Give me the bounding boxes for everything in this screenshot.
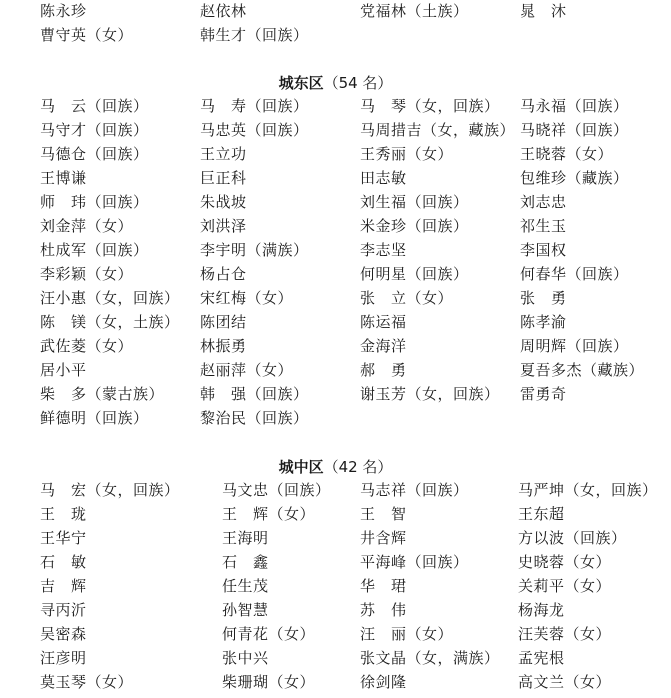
name-row [0, 214, 671, 238]
name-entry: 何青花（女） [222, 625, 316, 643]
name-entry: 王 辉（女） [222, 505, 316, 523]
name-entry: 高文兰（女） [518, 673, 612, 691]
name-entry: 朱战坡 [200, 193, 247, 211]
name-entry: 韩生才（回族） [200, 26, 309, 44]
name-entry: 武佐菱（女） [40, 337, 134, 355]
name-entry: 平海峰（回族） [360, 553, 469, 571]
name-row [0, 118, 671, 142]
name-entry: 方以波（回族） [518, 529, 627, 547]
name-entry: 汪小惠（女，回族） [40, 289, 180, 307]
name-entry: 柴珊瑚（女） [222, 673, 316, 691]
name-entry: 李彩颖（女） [40, 265, 134, 283]
name-entry: 王华宁 [40, 529, 87, 547]
name-entry: 马 琴（女，回族） [360, 97, 500, 115]
name-entry: 马 寿（回族） [200, 97, 309, 115]
name-entry: 赵依林 [200, 2, 247, 20]
name-row [0, 622, 671, 646]
name-entry: 马志祥（回族） [360, 481, 469, 499]
name-entry: 张中兴 [222, 649, 269, 667]
name-row [0, 646, 671, 670]
name-entry: 谢玉芳（女，回族） [360, 385, 500, 403]
name-entry: 孟宪根 [518, 649, 565, 667]
district-heading [0, 72, 671, 94]
name-entry: 杨海龙 [518, 601, 565, 619]
name-entry: 王博谦 [40, 169, 87, 187]
name-entry: 鲜德明（回族） [40, 409, 149, 427]
name-row [0, 166, 671, 190]
name-row [0, 262, 671, 286]
name-entry: 包维珍（藏族） [520, 169, 629, 187]
name-entry: 米金珍（回族） [360, 217, 469, 235]
name-entry: 曹守英（女） [40, 26, 134, 44]
name-entry: 宋红梅（女） [200, 289, 294, 307]
name-entry: 王 珑 [40, 505, 87, 523]
district-name: 城中区 [278, 458, 324, 476]
name-row [0, 0, 671, 23]
name-entry: 巨正科 [200, 169, 247, 187]
name-row [0, 478, 671, 502]
name-entry: 柴 多（蒙古族） [40, 385, 165, 403]
name-entry: 刘志忠 [520, 193, 567, 211]
name-row [0, 598, 671, 622]
name-entry: 刘金萍（女） [40, 217, 134, 235]
name-entry: 雷勇奇 [520, 385, 567, 403]
name-entry: 莫玉琴（女） [40, 673, 134, 691]
name-entry: 何明星（回族） [360, 265, 469, 283]
name-entry: 张文晶（女，满族） [360, 649, 500, 667]
name-entry: 陈运福 [360, 313, 407, 331]
name-row [0, 574, 671, 598]
name-entry: 关莉平（女） [518, 577, 612, 595]
name-entry: 李国权 [520, 241, 567, 259]
name-entry: 石 鑫 [222, 553, 269, 571]
name-entry: 陈团结 [200, 313, 247, 331]
name-row [0, 286, 671, 310]
name-entry: 张 立（女） [360, 289, 454, 307]
name-entry: 马守才（回族） [40, 121, 149, 139]
name-entry: 寻丙沂 [40, 601, 87, 619]
district-heading [0, 456, 671, 478]
name-entry: 汪 丽（女） [360, 625, 454, 643]
name-row [0, 670, 671, 694]
name-entry: 李志坚 [360, 241, 407, 259]
name-entry: 马 宏（女，回族） [40, 481, 180, 499]
name-row [0, 334, 671, 358]
name-entry: 韩 强（回族） [200, 385, 309, 403]
name-entry: 晁 沐 [520, 2, 567, 20]
name-entry: 杨占仓 [200, 265, 247, 283]
name-entry: 祁生玉 [520, 217, 567, 235]
name-entry: 马忠英（回族） [200, 121, 309, 139]
name-row [0, 238, 671, 262]
name-entry: 周明辉（回族） [520, 337, 629, 355]
name-entry: 刘生福（回族） [360, 193, 469, 211]
district-count: （54 名） [323, 74, 393, 92]
name-entry: 马周措吉（女，藏族） [360, 121, 516, 139]
name-row [0, 190, 671, 214]
name-row [0, 382, 671, 406]
name-entry: 李宇明（满族） [200, 241, 309, 259]
name-entry: 任生茂 [222, 577, 269, 595]
name-entry: 郝 勇 [360, 361, 407, 379]
district-name: 城东区 [278, 74, 324, 92]
name-entry: 党福林（土族） [360, 2, 469, 20]
name-entry: 马严坤（女，回族） [518, 481, 658, 499]
name-entry: 师 玮（回族） [40, 193, 149, 211]
name-entry: 王立功 [200, 145, 247, 163]
name-entry: 徐剑隆 [360, 673, 407, 691]
name-row [0, 406, 671, 430]
name-entry: 王晓蓉（女） [520, 145, 614, 163]
name-row [0, 526, 671, 550]
name-row [0, 23, 671, 47]
name-entry: 华 珺 [360, 577, 407, 595]
name-row [0, 358, 671, 382]
name-entry: 汪彦明 [40, 649, 87, 667]
name-row [0, 142, 671, 166]
name-entry: 吴密森 [40, 625, 87, 643]
name-entry: 马文忠（回族） [222, 481, 331, 499]
name-entry: 孙智慧 [222, 601, 269, 619]
name-entry: 吉 辉 [40, 577, 87, 595]
name-row [0, 94, 671, 118]
name-entry: 王海明 [222, 529, 269, 547]
district-count: （42 名） [323, 458, 393, 476]
name-entry: 陈 镁（女，土族） [40, 313, 180, 331]
name-entry: 林振勇 [200, 337, 247, 355]
name-entry: 王秀丽（女） [360, 145, 454, 163]
name-entry: 刘洪泽 [200, 217, 247, 235]
name-entry: 王 智 [360, 505, 407, 523]
name-entry: 何春华（回族） [520, 265, 629, 283]
name-row [0, 550, 671, 574]
name-entry: 石 敏 [40, 553, 87, 571]
name-entry: 史晓蓉（女） [518, 553, 612, 571]
name-entry: 马晓祥（回族） [520, 121, 629, 139]
name-entry: 马 云（回族） [40, 97, 149, 115]
name-entry: 马德仓（回族） [40, 145, 149, 163]
name-entry: 张 勇 [520, 289, 567, 307]
name-entry: 田志敏 [360, 169, 407, 187]
name-entry: 金海洋 [360, 337, 407, 355]
name-entry: 杜成军（回族） [40, 241, 149, 259]
name-entry: 陈孝渝 [520, 313, 567, 331]
name-entry: 井含辉 [360, 529, 407, 547]
name-row [0, 502, 671, 526]
name-entry: 居小平 [40, 361, 87, 379]
name-entry: 王东超 [518, 505, 565, 523]
name-entry: 苏 伟 [360, 601, 407, 619]
name-entry: 马永福（回族） [520, 97, 629, 115]
name-entry: 汪芙蓉（女） [518, 625, 612, 643]
name-row [0, 310, 671, 334]
name-entry: 陈永珍 [40, 2, 87, 20]
name-entry: 夏吾多杰（藏族） [520, 361, 645, 379]
name-entry: 黎治民（回族） [200, 409, 309, 427]
name-entry: 赵丽萍（女） [200, 361, 294, 379]
